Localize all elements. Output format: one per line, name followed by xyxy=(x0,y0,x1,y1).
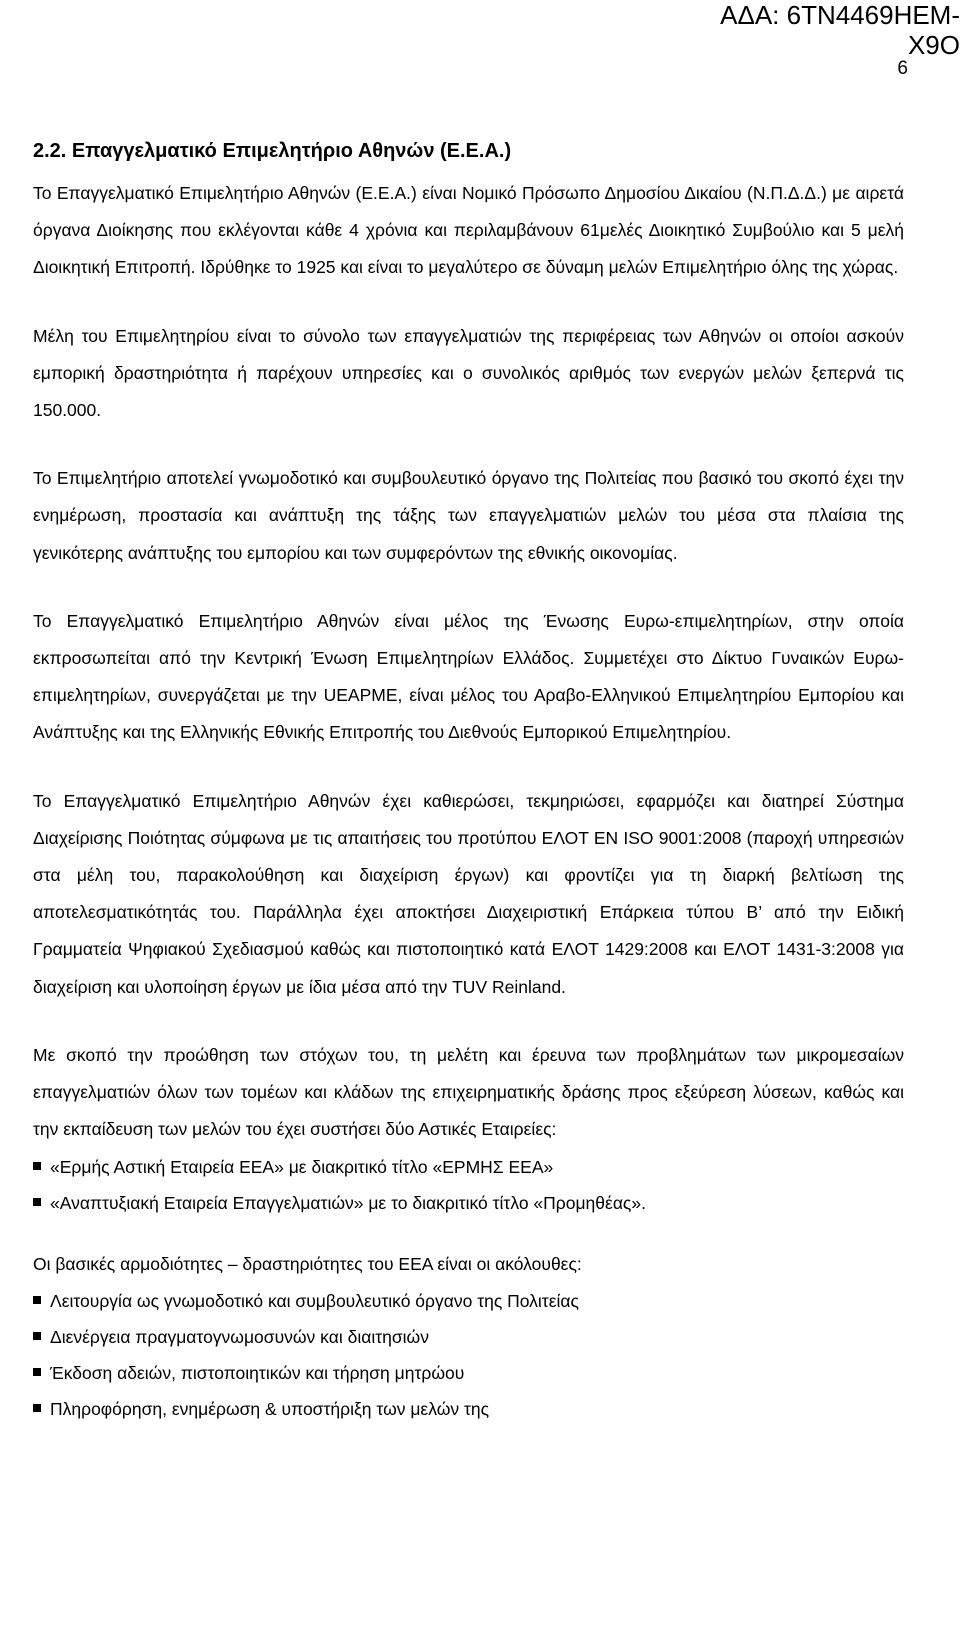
ada-code: ΑΔΑ: 6ΤΝ4469ΗΕΜ-Χ9Ο xyxy=(720,0,960,60)
responsibilities-list xyxy=(33,1283,904,1427)
paragraph-quality-system: Το Επαγγελματικό Επιμελητήριο Αθηνών έχει καθιερώσει, τεκμηριώσει, εφαρμόζει και διατηρεί Σύστημα Διαχείρισης Ποιότητας σύμφωνα με τις απαιτήσεις του προτύπου ΕΛΟΤ EN ISO 9001:2008 (παροχή υπηρεσιών στα μέλη του, παρακολούθηση και διαχείριση έργων) και φροντίζει για τη διαρκή βελτίωση της αποτελεσματικότητάς του. Παράλληλα έχει αποκτήσει Διαχειριστική Επάρκεια τύπου Β’ από την Ειδική Γραμματεία Ψηφιακού Σχεδιασμού καθώς και πιστοποιητικό κατά ΕΛΟΤ 1429:2008 και ΕΛΟΤ 1431-3:2008 για διαχείριση και υλοποίηση έργων με ίδια μέσα από την TUV Reinland. xyxy=(33,790,904,997)
paragraph-memberships: Το Επαγγελματικό Επιμελητήριο Αθηνών είναι μέλος της Ένωσης Ευρω-επιμελητηρίων, στην οποία εκπροσωπείται από την Κεντρική Ένωση Επιμελητηρίων Ελλάδος. Συμμετέχει στο Δίκτυο Γυναικών Ευρω-επιμελητηρίων, συνεργάζεται με την UEAPME, είναι μέλος του Αραβο-Ελληνικού Επιμελητηρίου Εμπορίου και Ανάπτυξης και της Ελληνικής Εθνικής Επιτροπής του Διεθνούς Εμπορικού Επιμελητηρίου. xyxy=(33,610,904,743)
square-bullet-icon xyxy=(33,1368,41,1376)
list-item xyxy=(33,1355,904,1391)
list-item-text: «Αναπτυξιακή Εταιρεία Επαγγελματιών» με το διακριτικό τίτλο «Προμηθέας». xyxy=(50,1193,646,1214)
document-body xyxy=(33,127,904,1427)
list-item-text: Πληροφόρηση, ενημέρωση & υποστήριξη των μελών της xyxy=(50,1399,490,1420)
page-number: 6 xyxy=(897,58,908,79)
section-heading: 2.2. Επαγγελματικό Επιμελητήριο Αθηνών (Ε.Ε.Α.) xyxy=(33,140,512,162)
companies-list xyxy=(33,1149,904,1221)
paragraph-legal-status: Το Επαγγελματικό Επιμελητήριο Αθηνών (Ε.Ε.Α.) είναι Νομικό Πρόσωπο Δημοσίου Δικαίου (Ν.Π.Δ.Δ.) με αιρετά όργανα Διοίκησης που εκλέγονται κάθε 4 χρόνια και περιλαμβάνουν 61μελές Διοικητικό Συμβούλιο και 5 μελή Διοικητική Επιτροπή. Ιδρύθηκε το 1925 και είναι το μεγαλύτερο σε δύναμη μελών Επιμελητήριο όλης της χώρας. xyxy=(33,183,904,278)
list-item xyxy=(33,1149,904,1185)
square-bullet-icon xyxy=(33,1404,41,1412)
square-bullet-icon xyxy=(33,1162,41,1170)
list-item-text: Λειτουργία ως γνωμοδοτικό και συμβουλευτικό όργανο της Πολιτείας xyxy=(50,1291,579,1312)
square-bullet-icon xyxy=(33,1332,41,1340)
paragraph-advisory-role: Το Επιμελητήριο αποτελεί γνωμοδοτικό και συμβουλευτικό όργανο της Πολιτείας που βασικό του σκοπό έχει την ενημέρωση, προστασία και ανάπτυξη της τάξης των επαγγελματιών μελών του μέσα στα πλαίσια της γενικότερης ανάπτυξης του εμπορίου και των συμφερόντων της εθνικής οικονομίας. xyxy=(33,468,904,563)
list-item-text: «Ερμής Αστική Εταιρεία ΕΕΑ» με διακριτικό τίτλο «ΕΡΜΗΣ ΕΕΑ» xyxy=(50,1157,554,1178)
list-item xyxy=(33,1283,904,1319)
paragraph-responsibilities-intro: Οι βασικές αρμοδιότητες – δραστηριότητες του ΕΕΑ είναι οι ακόλουθες: xyxy=(33,1254,582,1275)
list-item xyxy=(33,1185,904,1221)
list-item-text: Έκδοση αδειών, πιστοποιητικών και τήρηση μητρώου xyxy=(50,1363,465,1384)
square-bullet-icon xyxy=(33,1198,41,1206)
list-item xyxy=(33,1319,904,1355)
list-item-text: Διενέργεια πραγματογνωμοσυνών και διαιτησιών xyxy=(50,1327,429,1348)
paragraph-members: Μέλη του Επιμελητηρίου είναι το σύνολο των επαγγελματιών της περιφέρειας των Αθηνών οι οποίοι ασκούν εμπορική δραστηριότητα ή παρέχουν υπηρεσίες και ο συνολικός αριθμός των ενεργών μελών ξεπερνά τις 150.000. xyxy=(33,325,904,421)
square-bullet-icon xyxy=(33,1296,41,1304)
paragraph-companies-intro: Με σκοπό την προώθηση των στόχων του, τη μελέτη και έρευνα των προβλημάτων των μικρομεσαίων επαγγελματιών όλων των τομέων και κλάδων της επιχειρηματικής δράσης προς εξεύρεση λύσεων, καθώς και την εκπαίδευση των μελών του έχει συστήσει δύο Αστικές Εταιρείες: xyxy=(33,1044,904,1140)
list-item xyxy=(33,1391,904,1427)
